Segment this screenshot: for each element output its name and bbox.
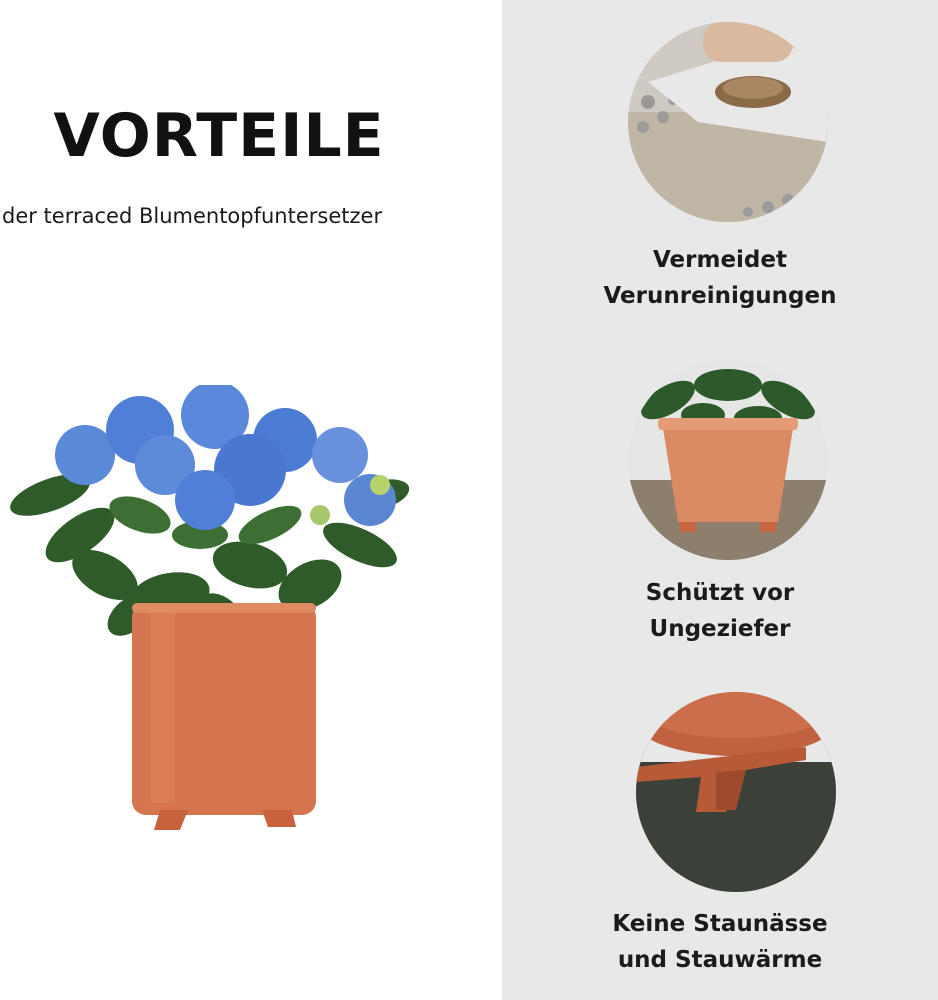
dirt-free-icon <box>628 22 828 222</box>
page-title: VORTEILE <box>53 101 385 171</box>
no-waterlogging-icon <box>636 692 836 892</box>
hydrangea-pot-image <box>10 385 430 835</box>
right-panel <box>502 0 938 1000</box>
benefit-label-1: Vermeidet Verunreinigungen <box>603 247 837 309</box>
benefit-label-2: Schützt vor Ungeziefer <box>645 580 795 642</box>
page-subtitle: der terraced Blumentopfuntersetzer <box>2 204 383 228</box>
pest-protection-icon <box>628 360 828 560</box>
benefit-label-3: Keine Staunässe und Stauwärme <box>612 911 828 973</box>
